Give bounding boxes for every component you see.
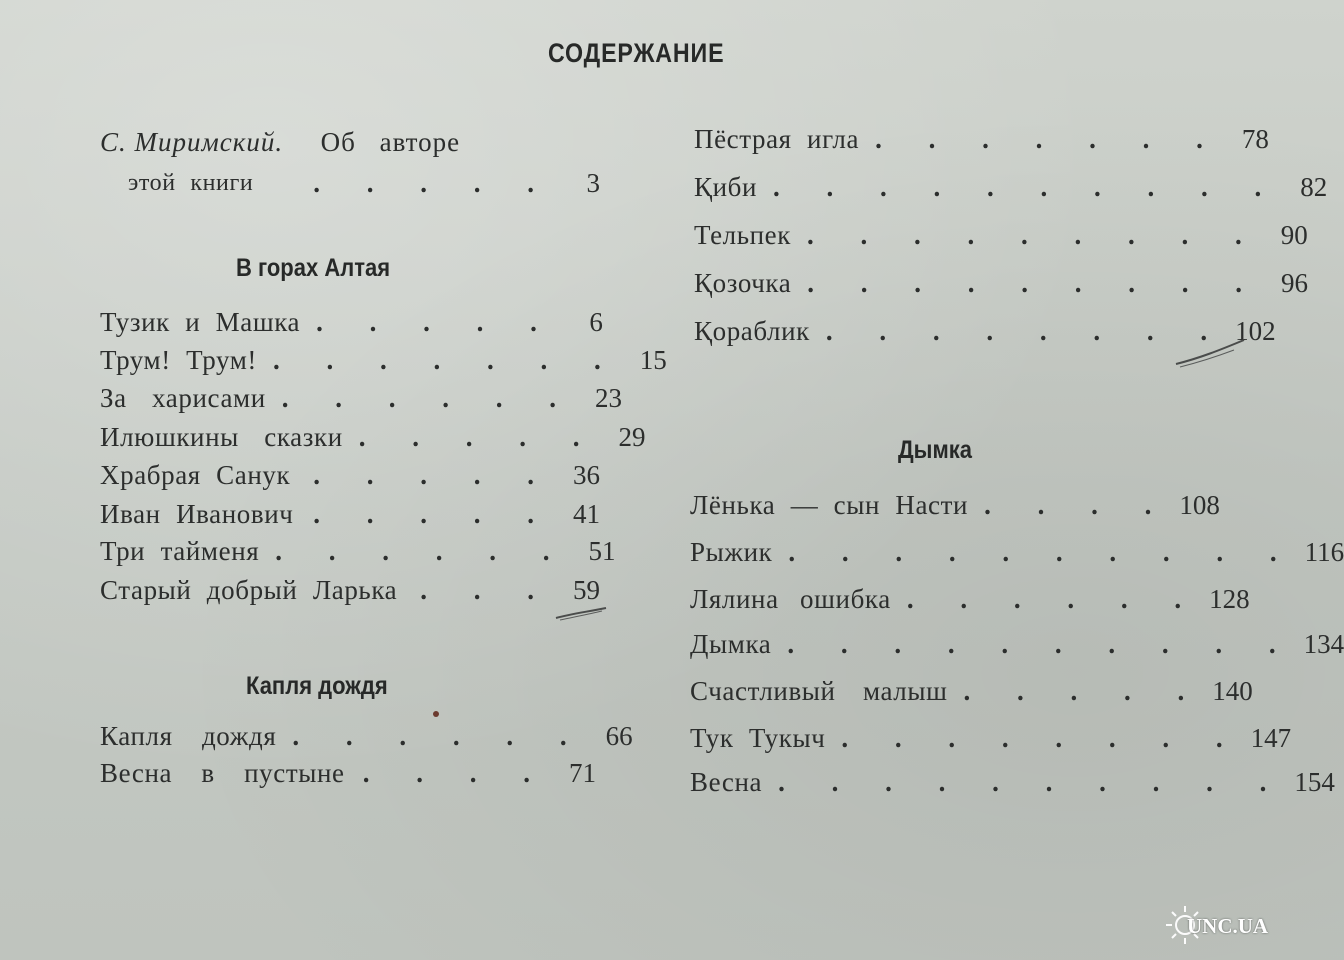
author-name: С. Миримский. [100,127,284,157]
toc-entry [694,267,1309,299]
leader-dots: . . . . . [358,421,600,452]
page-number: 36 [573,459,600,490]
leader-dots: . . . . [362,757,550,788]
page-number: 108 [1179,489,1220,520]
author-note-line1 [100,127,460,157]
page-title: СОДЕРЖАНИЕ [548,38,725,68]
toc-entry [100,382,623,414]
page-number: 82 [1300,171,1328,202]
page-number: 140 [1212,675,1253,706]
leader-dots: . . . . . . [281,382,577,413]
toc-entry [100,421,646,453]
leader-dots: . . . . . . [275,535,570,566]
section-heading: В горах Алтая [236,254,391,282]
page-number: 134 [1303,628,1344,659]
entry-title: Қозочка [694,267,792,298]
toc-entry [100,757,596,789]
toc-entry [690,766,1335,798]
leader-dots: . . . . . . . [875,123,1223,154]
page-number: 147 [1250,722,1292,753]
entry-title: Пёстрая игла [694,123,860,154]
entry-title: Қиби [694,171,758,202]
entry-title: Три тайменя [100,535,260,566]
page-number: 71 [569,757,596,788]
page-number: 78 [1241,123,1269,154]
toc-entry [100,498,600,530]
page-number: 3 [586,167,600,198]
page-number: 90 [1280,219,1308,250]
entry-title: Рыжик [690,536,773,567]
leader-dots: . . . . [984,489,1172,520]
leader-dots: . . . . . . [292,720,587,751]
toc-entry [690,489,1220,521]
leader-dots: . . . . . [313,167,554,198]
author-note-title-start: Об авторе [320,127,461,157]
page-number: 59 [573,574,600,605]
leader-dots: . . . . . . . . . . [778,766,1287,797]
entry-title: Трум! Трум! [100,344,258,375]
toc-entry [690,675,1253,707]
page-number: 41 [573,498,600,529]
pencil-mark [550,600,610,624]
page-number: 51 [588,535,616,566]
entry-title: Иван Иванович [100,498,294,529]
leader-dots: . . . . . . . . . . [787,628,1296,659]
entry-title: Весна в пустыне [100,757,345,788]
entry-title: Счастливый малыш [690,675,948,706]
entry-title: Тельпек [694,219,791,250]
leader-dots: . . . . . [316,306,557,337]
pencil-mark [1170,334,1250,374]
entry-title: Қораблик [694,315,810,346]
page-number: 15 [639,344,667,375]
page-number: 29 [618,421,646,452]
toc-entry [100,459,600,491]
page-number: 116 [1304,536,1344,567]
leader-dots: . . . . . . . . . . [788,536,1297,567]
entry-title: Тузик и Машка [100,306,301,337]
ink-spot [428,706,444,722]
page-number: 6 [589,306,603,337]
toc-entry [690,536,1344,568]
page-number: 23 [595,382,623,413]
section-heading: Дымка [898,436,972,464]
leader-dots: . . . . . . . . . [807,267,1263,298]
page-number: 66 [605,720,633,751]
toc-entry [100,574,600,606]
entry-title: Капля дождя [100,720,277,751]
page-number: 96 [1281,267,1309,298]
page-number: 154 [1294,766,1335,797]
leader-dots: . . . . . . . . [825,315,1228,346]
leader-dots: . . . . . . . . . [807,219,1262,250]
watermark-logo [1165,898,1275,953]
leader-dots: . . . . . . [906,583,1202,614]
toc-entry [100,344,667,376]
toc-entry [100,306,603,338]
leader-dots: . . . . . . . [273,344,621,375]
toc-entry [694,123,1269,155]
leader-dots: . . . [420,574,554,605]
entry-title: Лялина ошибка [690,583,891,614]
entry-title: Храбрая Санук [100,459,291,490]
watermark-text: UNC.UA [1187,914,1269,938]
toc-entry [694,219,1308,251]
section-heading: Капля дождя [246,672,388,700]
page-number: 128 [1209,583,1250,614]
entry-title: Весна [690,766,763,797]
toc-entry [694,315,1276,347]
leader-dots: . . . . . [963,675,1205,706]
leader-dots: . . . . . [313,498,554,529]
leader-dots: . . . . . [313,459,554,490]
toc-entry [690,628,1344,660]
entry-title: Дымка [690,628,772,659]
leader-dots: . . . . . . . . . . [773,171,1282,202]
entry-title: Лёнька — сын Насти [690,489,969,520]
entry-title: За харисами [100,382,266,413]
leader-dots: . . . . . . . . [841,722,1243,753]
entry-title: Старый добрый Ларька [100,574,398,605]
toc-entry [100,535,616,567]
toc-entry [694,171,1328,203]
author-note-title-end: этой книги [128,169,254,196]
entry-title: Тук Тукыч [690,722,826,753]
page-number: 102 [1235,315,1276,346]
toc-entry [100,720,633,752]
author-note-line2 [128,167,600,199]
toc-entry [690,722,1292,754]
entry-title: Илюшкины сказки [100,421,343,452]
toc-entry [690,583,1250,615]
